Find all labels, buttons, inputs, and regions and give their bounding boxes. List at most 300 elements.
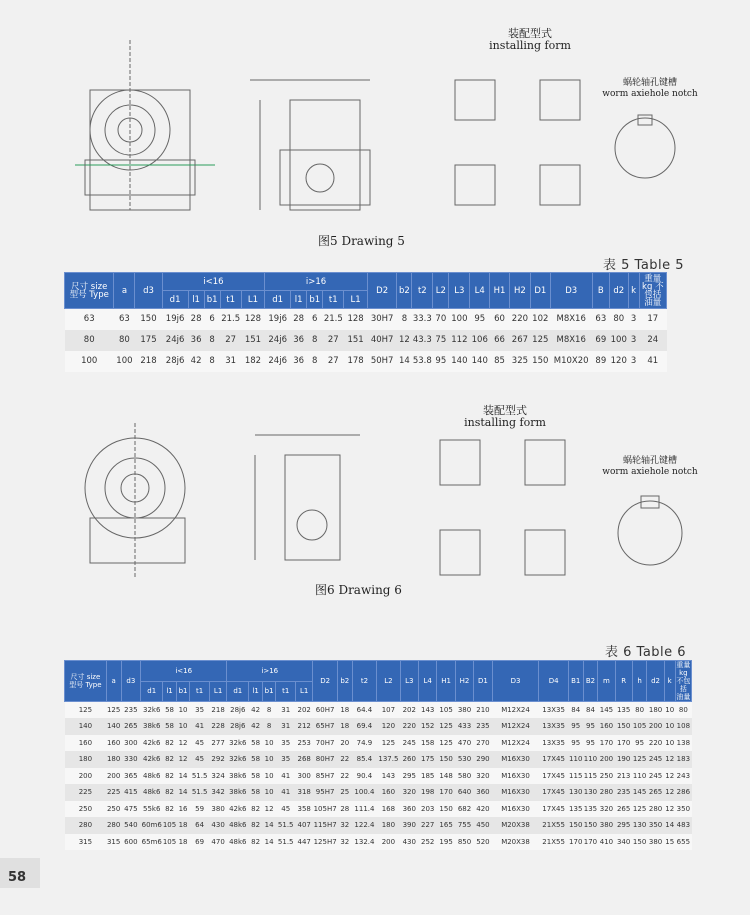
table-5 xyxy=(64,272,667,372)
table-cell: 682 xyxy=(455,801,473,818)
table-cell: 19j6 xyxy=(162,309,188,330)
table-cell: 390 xyxy=(400,817,418,834)
column-subheader-t1-gt16: t1 xyxy=(323,291,344,309)
column-header-weight: 重量 kg 不包括 油量 xyxy=(676,661,691,701)
table-cell: 28 xyxy=(188,309,204,330)
column-header-b2: b2 xyxy=(337,661,352,702)
table-cell: 105 xyxy=(632,718,647,735)
table-cell: 265 xyxy=(647,784,664,801)
table-cell: 220 xyxy=(509,309,530,330)
table-cell: 16 xyxy=(176,801,190,818)
table-cell: 324 xyxy=(209,768,226,785)
notch-label-cn: 蜗轮轴孔键槽 xyxy=(622,78,677,88)
table-cell: 12 xyxy=(664,801,675,818)
table-cell: 655 xyxy=(675,834,691,851)
table-cell: 10 xyxy=(262,784,276,801)
table-cell: 32k6 xyxy=(141,702,163,719)
table-cell: 3 xyxy=(628,351,639,372)
table-cell: 12 xyxy=(664,768,675,785)
table-header-corner xyxy=(65,273,114,309)
drawing-5-notch-diagram xyxy=(600,100,690,190)
table-cell: 84 xyxy=(568,702,583,719)
table-cell: 10 xyxy=(262,751,276,768)
table-cell: 170 xyxy=(598,735,615,752)
table-cell: 160 xyxy=(598,718,615,735)
table-cell: 358 xyxy=(296,801,313,818)
table-cell: 22 xyxy=(337,768,352,785)
column-header-weight: 重量 kg 不包括 油量 xyxy=(639,273,666,309)
table-cell: 8 xyxy=(262,702,276,719)
table-cell: 17X45 xyxy=(539,801,568,818)
table-cell: 200 xyxy=(647,718,664,735)
table-cell: 85H7 xyxy=(313,768,338,785)
column-header-b2: b2 xyxy=(397,273,412,309)
column-subheader-l1-lt16: l1 xyxy=(163,681,177,702)
table-cell: 280 xyxy=(647,801,664,818)
table-cell: 95 xyxy=(470,309,490,330)
table-cell: 63 xyxy=(592,309,609,330)
table-cell: 111.4 xyxy=(352,801,377,818)
table-cell: 225 xyxy=(65,784,107,801)
table-cell: 235 xyxy=(615,784,632,801)
column-header-k: k xyxy=(628,273,639,309)
table-cell: 365 xyxy=(121,768,141,785)
table-cell: 138 xyxy=(675,735,691,752)
table-cell: 132.4 xyxy=(352,834,377,851)
table-cell: 80H7 xyxy=(313,751,338,768)
column-header-d3: D3 xyxy=(492,661,539,702)
column-subheader-b1-gt16: b1 xyxy=(262,681,276,702)
column-header-l4: L4 xyxy=(470,273,490,309)
table-cell: 45 xyxy=(190,735,210,752)
table-cell: 407 xyxy=(296,817,313,834)
table-cell: 6 xyxy=(204,309,220,330)
table-cell: 8 xyxy=(307,351,323,372)
table-cell: 8 xyxy=(397,309,412,330)
table-cell: 13X35 xyxy=(539,735,568,752)
table-cell: 268 xyxy=(296,751,313,768)
table-cell: 125H7 xyxy=(313,834,338,851)
table-cell: 32k6 xyxy=(227,751,249,768)
table-6 xyxy=(64,660,692,850)
table-cell: 35 xyxy=(276,751,296,768)
column-subheader-d1-lt16: d1 xyxy=(162,291,188,309)
table-cell: 100 xyxy=(449,309,470,330)
table-cell: 36 xyxy=(291,351,307,372)
drawing-6-caption: 图6 Drawing 6 xyxy=(315,583,402,597)
table-cell: 218 xyxy=(209,702,226,719)
table-cell: 48k6 xyxy=(141,768,163,785)
table-cell: 150 xyxy=(632,834,647,851)
table-cell: 18 xyxy=(337,718,352,735)
table-cell: 150 xyxy=(530,351,550,372)
column-header-d3: D3 xyxy=(550,273,592,309)
table-cell: 21.5 xyxy=(220,309,241,330)
table-cell: 320 xyxy=(400,784,418,801)
table-cell: 12 xyxy=(397,330,412,351)
table-cell: 18 xyxy=(176,834,190,851)
table-cell: 33.3 xyxy=(412,309,433,330)
table-cell: 75 xyxy=(433,330,449,351)
table-cell: 8 xyxy=(204,351,220,372)
table-cell: 17X45 xyxy=(539,768,568,785)
drawing-6-notch-diagram xyxy=(605,478,695,573)
table-cell: 280 xyxy=(65,817,107,834)
table-cell: 295 xyxy=(615,817,632,834)
table-row xyxy=(65,702,692,719)
table-row xyxy=(65,351,667,372)
table-cell: 90.4 xyxy=(352,768,377,785)
table-cell: 70H7 xyxy=(313,735,338,752)
drawing-6-side-view xyxy=(240,420,380,570)
table-cell: 24j6 xyxy=(265,330,291,351)
table-cell: 63 xyxy=(114,309,135,330)
table-cell: 150 xyxy=(583,817,598,834)
table-cell: 320 xyxy=(598,801,615,818)
table-cell: M20X38 xyxy=(492,817,539,834)
table-cell: 180 xyxy=(106,751,121,768)
table-cell: 82 xyxy=(163,751,177,768)
table-cell: 150 xyxy=(135,309,162,330)
table-cell: 267 xyxy=(509,330,530,351)
column-header-d3: d3 xyxy=(135,273,162,309)
column-header-l4: L4 xyxy=(418,661,436,702)
table-cell: 115H7 xyxy=(313,817,338,834)
table-cell: 360 xyxy=(400,801,418,818)
table-cell: 245 xyxy=(647,768,664,785)
column-header-d2: d2 xyxy=(647,661,664,702)
table-cell: 295 xyxy=(400,768,418,785)
table-cell: 475 xyxy=(121,801,141,818)
column-subheader-l1-lt16: l1 xyxy=(188,291,204,309)
table-cell: M16X30 xyxy=(492,768,539,785)
table-cell: 82 xyxy=(163,735,177,752)
column-header-r: R xyxy=(615,661,632,702)
table-cell: 24j6 xyxy=(265,351,291,372)
table-cell: 42k6 xyxy=(227,801,249,818)
table-cell: 65H7 xyxy=(313,718,338,735)
table-cell: 330 xyxy=(121,751,141,768)
drawing-5-install-forms xyxy=(440,70,590,220)
table-cell: 227 xyxy=(418,817,436,834)
table-cell: 195 xyxy=(437,834,455,851)
table-cell: 125 xyxy=(377,735,400,752)
table-cell: 213 xyxy=(615,768,632,785)
table-cell: 235 xyxy=(474,718,492,735)
table-cell: 183 xyxy=(675,751,691,768)
table-cell: 24j6 xyxy=(162,330,188,351)
table-cell: 270 xyxy=(474,735,492,752)
table-cell: 24 xyxy=(639,330,666,351)
table-row xyxy=(65,784,692,801)
table-cell: 245 xyxy=(647,751,664,768)
table-cell: 10 xyxy=(664,702,675,719)
column-header-t2: t2 xyxy=(412,273,433,309)
table-cell: 320 xyxy=(474,768,492,785)
table-cell: 50H7 xyxy=(367,351,397,372)
table-cell: 8 xyxy=(204,330,220,351)
table-cell: 315 xyxy=(106,834,121,851)
table-cell: 360 xyxy=(474,784,492,801)
table-cell: 202 xyxy=(296,702,313,719)
column-subheader-b1-lt16: b1 xyxy=(204,291,220,309)
column-header-a: a xyxy=(106,661,121,702)
table-cell: 10 xyxy=(176,702,190,719)
table-cell: 6 xyxy=(307,309,323,330)
table-cell: 190 xyxy=(615,751,632,768)
table-cell: 220 xyxy=(400,718,418,735)
table-cell: 253 xyxy=(296,735,313,752)
table-cell: 152 xyxy=(418,718,436,735)
table-cell: 178 xyxy=(344,351,368,372)
table-cell: 25 xyxy=(337,784,352,801)
table-cell: 95 xyxy=(433,351,449,372)
table-cell: 112 xyxy=(449,330,470,351)
table-cell: 175 xyxy=(418,751,436,768)
table-cell: 21.5 xyxy=(323,309,344,330)
table-cell: 27 xyxy=(323,351,344,372)
table-cell: 265 xyxy=(121,718,141,735)
table-cell: 470 xyxy=(209,834,226,851)
table-cell: 250 xyxy=(106,801,121,818)
table-cell: 42 xyxy=(249,718,263,735)
table-cell: 15 xyxy=(664,834,675,851)
table-cell: 58 xyxy=(249,735,263,752)
table-cell: 21X55 xyxy=(539,817,568,834)
table-cell: 755 xyxy=(455,817,473,834)
install-label-cn: 装配型式 xyxy=(483,404,527,417)
table-cell: 38k6 xyxy=(227,768,249,785)
table-cell: 85 xyxy=(490,351,510,372)
table-cell: 198 xyxy=(418,784,436,801)
table-row xyxy=(65,817,692,834)
column-header-a: a xyxy=(114,273,135,309)
table-cell: 540 xyxy=(121,817,141,834)
table-cell: 530 xyxy=(455,751,473,768)
table-cell: 150 xyxy=(437,801,455,818)
table-cell: 12 xyxy=(664,784,675,801)
table-cell: 325 xyxy=(509,351,530,372)
table-cell: 84 xyxy=(583,702,598,719)
table-cell: 350 xyxy=(647,817,664,834)
table-cell: 8 xyxy=(262,718,276,735)
table-cell: 48k6 xyxy=(141,784,163,801)
table-cell: 130 xyxy=(583,784,598,801)
table-cell: 315 xyxy=(65,834,107,851)
table-cell: 45 xyxy=(190,751,210,768)
table-cell: 203 xyxy=(418,801,436,818)
table-cell: 59 xyxy=(190,801,210,818)
table-cell: 41 xyxy=(190,718,210,735)
column-subheader-l1-lt16: L1 xyxy=(209,681,226,702)
table-6-title: 表 6 Table 6 xyxy=(605,645,687,660)
table-cell: 640 xyxy=(455,784,473,801)
table-cell: 12 xyxy=(262,801,276,818)
column-header-h2: H2 xyxy=(509,273,530,309)
table-cell: 150 xyxy=(568,817,583,834)
table-cell: 380 xyxy=(209,801,226,818)
table-cell: 137.5 xyxy=(377,751,400,768)
table-cell: 260 xyxy=(400,751,418,768)
install-label-en: installing form xyxy=(489,39,571,52)
table-cell: 165 xyxy=(437,817,455,834)
table-cell: 17X45 xyxy=(539,784,568,801)
table-cell: 145 xyxy=(632,784,647,801)
table-cell: 220 xyxy=(647,735,664,752)
table-cell: 60H7 xyxy=(313,702,338,719)
table-cell: 41 xyxy=(276,768,296,785)
notch-label-cn: 蜗轮轴孔键槽 xyxy=(622,456,677,466)
table-cell: 128 xyxy=(344,309,368,330)
table-cell: M16X30 xyxy=(492,784,539,801)
table-cell: 145 xyxy=(598,702,615,719)
table-cell: 80 xyxy=(675,702,691,719)
table-cell: M16X30 xyxy=(492,751,539,768)
table-cell: 170 xyxy=(437,784,455,801)
table-cell: 14 xyxy=(262,834,276,851)
notch-label-en: worm axiehole notch xyxy=(602,467,698,477)
column-subheader-t1-gt16: t1 xyxy=(276,681,296,702)
column-header-b: B xyxy=(592,273,609,309)
column-header-d1: D1 xyxy=(530,273,550,309)
table-cell: 100 xyxy=(65,351,114,372)
table-cell: 28j6 xyxy=(227,718,249,735)
column-header-l2: L2 xyxy=(377,661,400,702)
table-cell: 82 xyxy=(163,784,177,801)
table-cell: 10 xyxy=(664,718,675,735)
table-cell: M10X20 xyxy=(550,351,592,372)
table-cell: 21X55 xyxy=(539,834,568,851)
table-cell: 69.4 xyxy=(352,718,377,735)
corner-type-label: 型号 Type xyxy=(69,681,102,689)
table-row xyxy=(65,768,692,785)
table-cell: 10 xyxy=(262,768,276,785)
table-cell: 170 xyxy=(615,735,632,752)
table-cell: 89 xyxy=(592,351,609,372)
table-cell: 182 xyxy=(241,351,265,372)
table-cell: 20 xyxy=(337,735,352,752)
table-cell: 292 xyxy=(209,751,226,768)
table-cell: 415 xyxy=(121,784,141,801)
table-cell: 102 xyxy=(530,309,550,330)
table-cell: 110 xyxy=(632,768,647,785)
table-cell: 200 xyxy=(598,751,615,768)
table-cell: 95 xyxy=(583,718,598,735)
table-cell: 150 xyxy=(615,718,632,735)
table-cell: 135 xyxy=(568,801,583,818)
table-cell: 64 xyxy=(190,817,210,834)
column-header-h: h xyxy=(632,661,647,702)
table-cell: 300 xyxy=(296,768,313,785)
table-cell: 95 xyxy=(583,735,598,752)
corner-type-label: 型号 Type xyxy=(69,289,109,300)
table-cell: 51.5 xyxy=(276,817,296,834)
page-number: 58 xyxy=(8,870,27,885)
table-cell: 17X45 xyxy=(539,751,568,768)
drawing-6-install-forms xyxy=(415,435,575,585)
notch-label-en: worm axiehole notch xyxy=(602,89,698,99)
table-header-corner xyxy=(65,661,107,702)
table-cell: 64.4 xyxy=(352,702,377,719)
column-header-b2: B2 xyxy=(583,661,598,702)
table-cell: 125 xyxy=(632,801,647,818)
column-subheader-b1-lt16: b1 xyxy=(176,681,190,702)
column-header-d2: D2 xyxy=(367,273,397,309)
drawing-6-front-view xyxy=(70,418,215,583)
table-row xyxy=(65,751,692,768)
table-cell: 14 xyxy=(262,817,276,834)
table-cell: 48k6 xyxy=(227,817,249,834)
table-cell: 140 xyxy=(106,718,121,735)
column-header-l3: L3 xyxy=(449,273,470,309)
table-cell: 450 xyxy=(474,817,492,834)
table-cell: 100 xyxy=(114,351,135,372)
table-cell: 342 xyxy=(209,784,226,801)
table-cell: 430 xyxy=(400,834,418,851)
table-cell: 175 xyxy=(135,330,162,351)
column-header-m: m xyxy=(598,661,615,702)
table-row xyxy=(65,330,667,351)
table-cell: 95 xyxy=(568,718,583,735)
table-cell: 125 xyxy=(65,702,107,719)
table-cell: 82 xyxy=(249,801,263,818)
column-group-i-lt-16: i<16 xyxy=(141,661,227,682)
table-cell: 14 xyxy=(176,768,190,785)
table-cell: M12X24 xyxy=(492,718,539,735)
table-cell: 110 xyxy=(583,751,598,768)
table-cell: 27 xyxy=(323,330,344,351)
table-cell: 200 xyxy=(377,834,400,851)
table-cell: 250 xyxy=(598,768,615,785)
column-group-i-gt-16: i>16 xyxy=(227,661,313,682)
table-cell: 43.3 xyxy=(412,330,433,351)
table-cell: 115 xyxy=(583,768,598,785)
column-header-h2: H2 xyxy=(455,661,473,702)
table-cell: 218 xyxy=(135,351,162,372)
table-cell: 55k6 xyxy=(141,801,163,818)
table-cell: 80 xyxy=(632,702,647,719)
table-cell: 85.4 xyxy=(352,751,377,768)
column-header-t2: t2 xyxy=(352,661,377,702)
table-cell: 42 xyxy=(249,702,263,719)
table-cell: 420 xyxy=(474,801,492,818)
table-cell: 125 xyxy=(106,702,121,719)
table-cell: 58 xyxy=(249,768,263,785)
column-header-h1: H1 xyxy=(490,273,510,309)
table-cell: 14 xyxy=(176,784,190,801)
table-cell: 28j6 xyxy=(227,702,249,719)
table-cell: 433 xyxy=(455,718,473,735)
column-subheader-l1-gt16: l1 xyxy=(291,291,307,309)
table-cell: 125 xyxy=(530,330,550,351)
table-cell: 70 xyxy=(433,309,449,330)
table-cell: 140 xyxy=(65,718,107,735)
column-subheader-l1-gt16: L1 xyxy=(296,681,313,702)
table-cell: 105H7 xyxy=(313,801,338,818)
table-cell: 51.5 xyxy=(190,768,210,785)
table-cell: 58 xyxy=(249,784,263,801)
table-cell: 36 xyxy=(188,330,204,351)
table-cell: 250 xyxy=(65,801,107,818)
table-cell: 212 xyxy=(296,718,313,735)
table-cell: 158 xyxy=(418,735,436,752)
table-cell: 95 xyxy=(632,735,647,752)
table-cell: 470 xyxy=(455,735,473,752)
table-cell: 150 xyxy=(437,751,455,768)
table-cell: 168 xyxy=(377,801,400,818)
table-cell: 12 xyxy=(176,751,190,768)
column-header-h1: H1 xyxy=(437,661,455,702)
